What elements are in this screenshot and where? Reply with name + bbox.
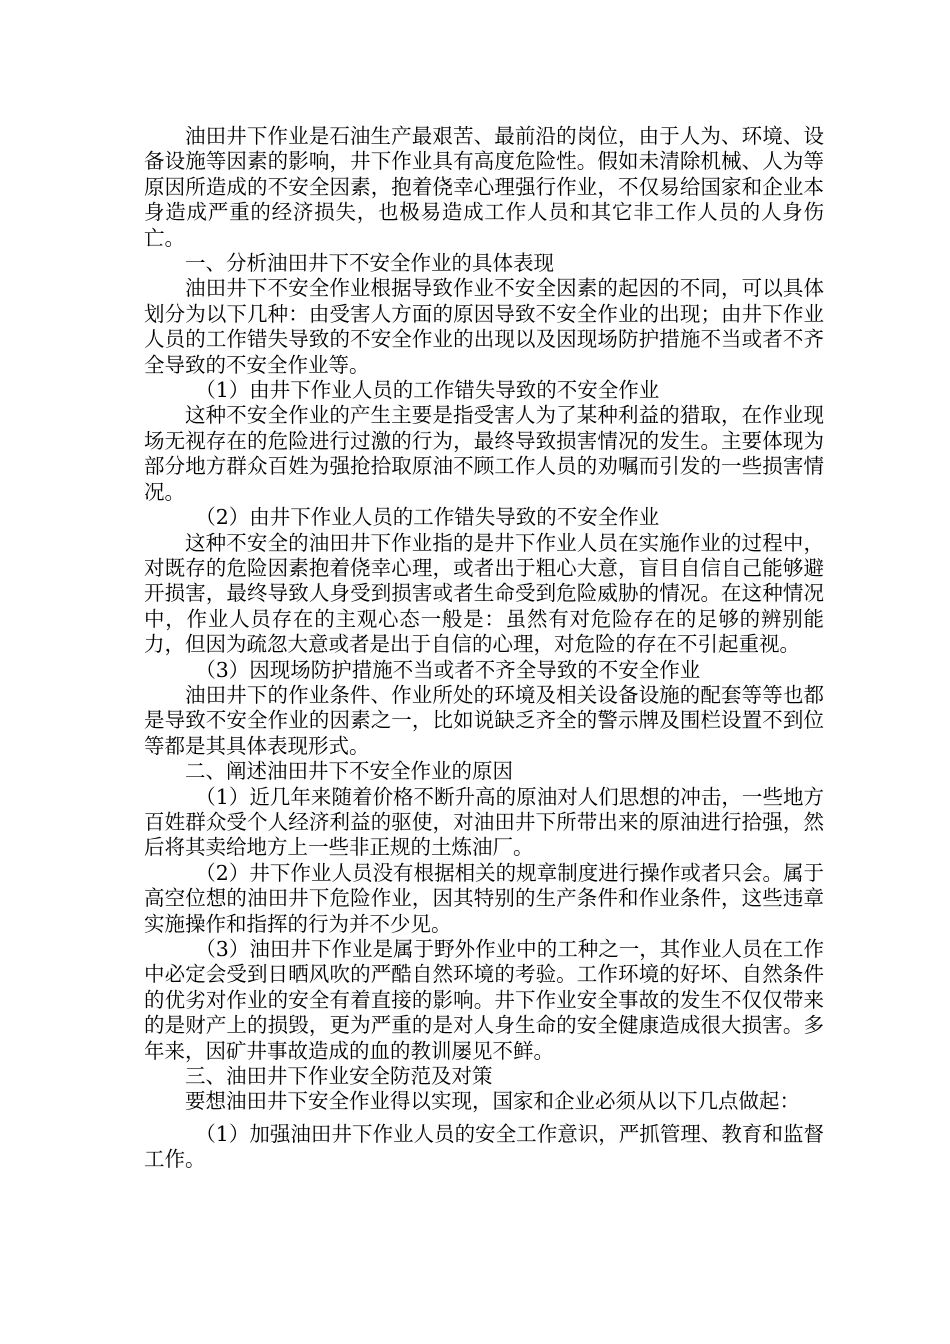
- section-heading-1: 一、分析油田井下不安全作业的具体表现: [185, 251, 554, 276]
- subheading-1-2: （2）由井下作业人员的工作错失导致的不安全作业: [195, 505, 660, 530]
- paragraph-3-1: （1）加强油田井下作业人员的安全工作意识，严抓管理、教育和监督工作。: [144, 1121, 824, 1172]
- subheading-1-1: （1）由井下作业人员的工作错失导致的不安全作业: [195, 378, 660, 403]
- intro-paragraph: 油田井下作业是石油生产最艰苦、最前沿的岗位，由于人为、环境、设备设施等因素的影响，井下作业具有高度危险性。假如未清除机械、人为等原因所造成的不安全因素，抱着侥幸心理强行作业，不仅易给国家和企业本身造成严重的经济损失，也极易造成工作人员和其它非工作人员的人身伤亡。: [144, 124, 824, 250]
- section-1-paragraph: 油田井下不安全作业根据导致作业不安全因素的起因的不同，可以具体划分为以下几种：由受害人方面的原因导致不安全作业的出现；由井下作业人员的工作错失导致的不安全作业的出现以及因现场防护措施不当或者不齐全导致的不安全作业等。: [144, 276, 824, 377]
- paragraph-1-3: 油田井下的作业条件、作业所处的环境及相关设备设施的配套等等也都是导致不安全作业的因素之一，比如说缺乏齐全的警示牌及围栏设置不到位等都是其具体表现形式。: [144, 682, 824, 758]
- section-heading-2: 二、阐述油田井下不安全作业的原因: [185, 759, 513, 784]
- paragraph-2-1: （1）近几年来随着价格不断升高的原油对人们思想的冲击，一些地方百姓群众受个人经济利益的驱使，对油田井下所带出来的原油进行拾强，然后将其卖给地方上一些非正规的土炼油厂。: [144, 784, 824, 860]
- section-heading-3: 三、油田井下作业安全防范及对策: [185, 1064, 493, 1089]
- paragraph-1-2: 这种不安全的油田井下作业指的是井下作业人员在实施作业的过程中，对既存的危险因素抱着侥幸心理，或者出于粗心大意，盲目自信自己能够避开损害，最终导致人身受到损害或者生命受到危险威胁的情况。在这种情况中，作业人员存在的主观心态一般是：虽然有对危险存在的足够的辨别能力，但因为疏忽大意或者是出于自信的心理，对危险的存在不引起重视。: [144, 530, 824, 657]
- section-3-paragraph: 要想油田井下安全作业得以实现，国家和企业必须从以下几点做起：: [185, 1089, 800, 1114]
- paragraph-1-1: 这种不安全作业的产生主要是指受害人为了某种利益的猎取，在作业现场无视存在的危险进行过激的行为，最终导致损害情况的发生。主要体现为部分地方群众百姓为强抢拾取原油不顾工作人员的劝嘱而引发的一些损害情况。: [144, 403, 824, 504]
- document-body: [144, 124, 824, 1173]
- paragraph-2-2: （2）井下作业人员没有根据相关的规章制度进行操作或者只会。属于高空位想的油田井下危险作业，因其特别的生产条件和作业条件，这些违章实施操作和指挥的行为并不少见。: [144, 860, 824, 936]
- subheading-1-3: （3）因现场防护措施不当或者不齐全导致的不安全作业: [195, 657, 701, 682]
- paragraph-2-3: （3）油田井下作业是属于野外作业中的工种之一，其作业人员在工作中必定会受到日晒风吹的严酷自然环境的考验。工作环境的好坏、自然条件的优劣对作业的安全有着直接的影响。井下作业安全事故的发生不仅仅带来的是财产上的损毁，更为严重的是对人身生命的安全健康造成很大损害。多年来，因矿井事故造成的血的教训屡见不鲜。: [144, 937, 824, 1063]
